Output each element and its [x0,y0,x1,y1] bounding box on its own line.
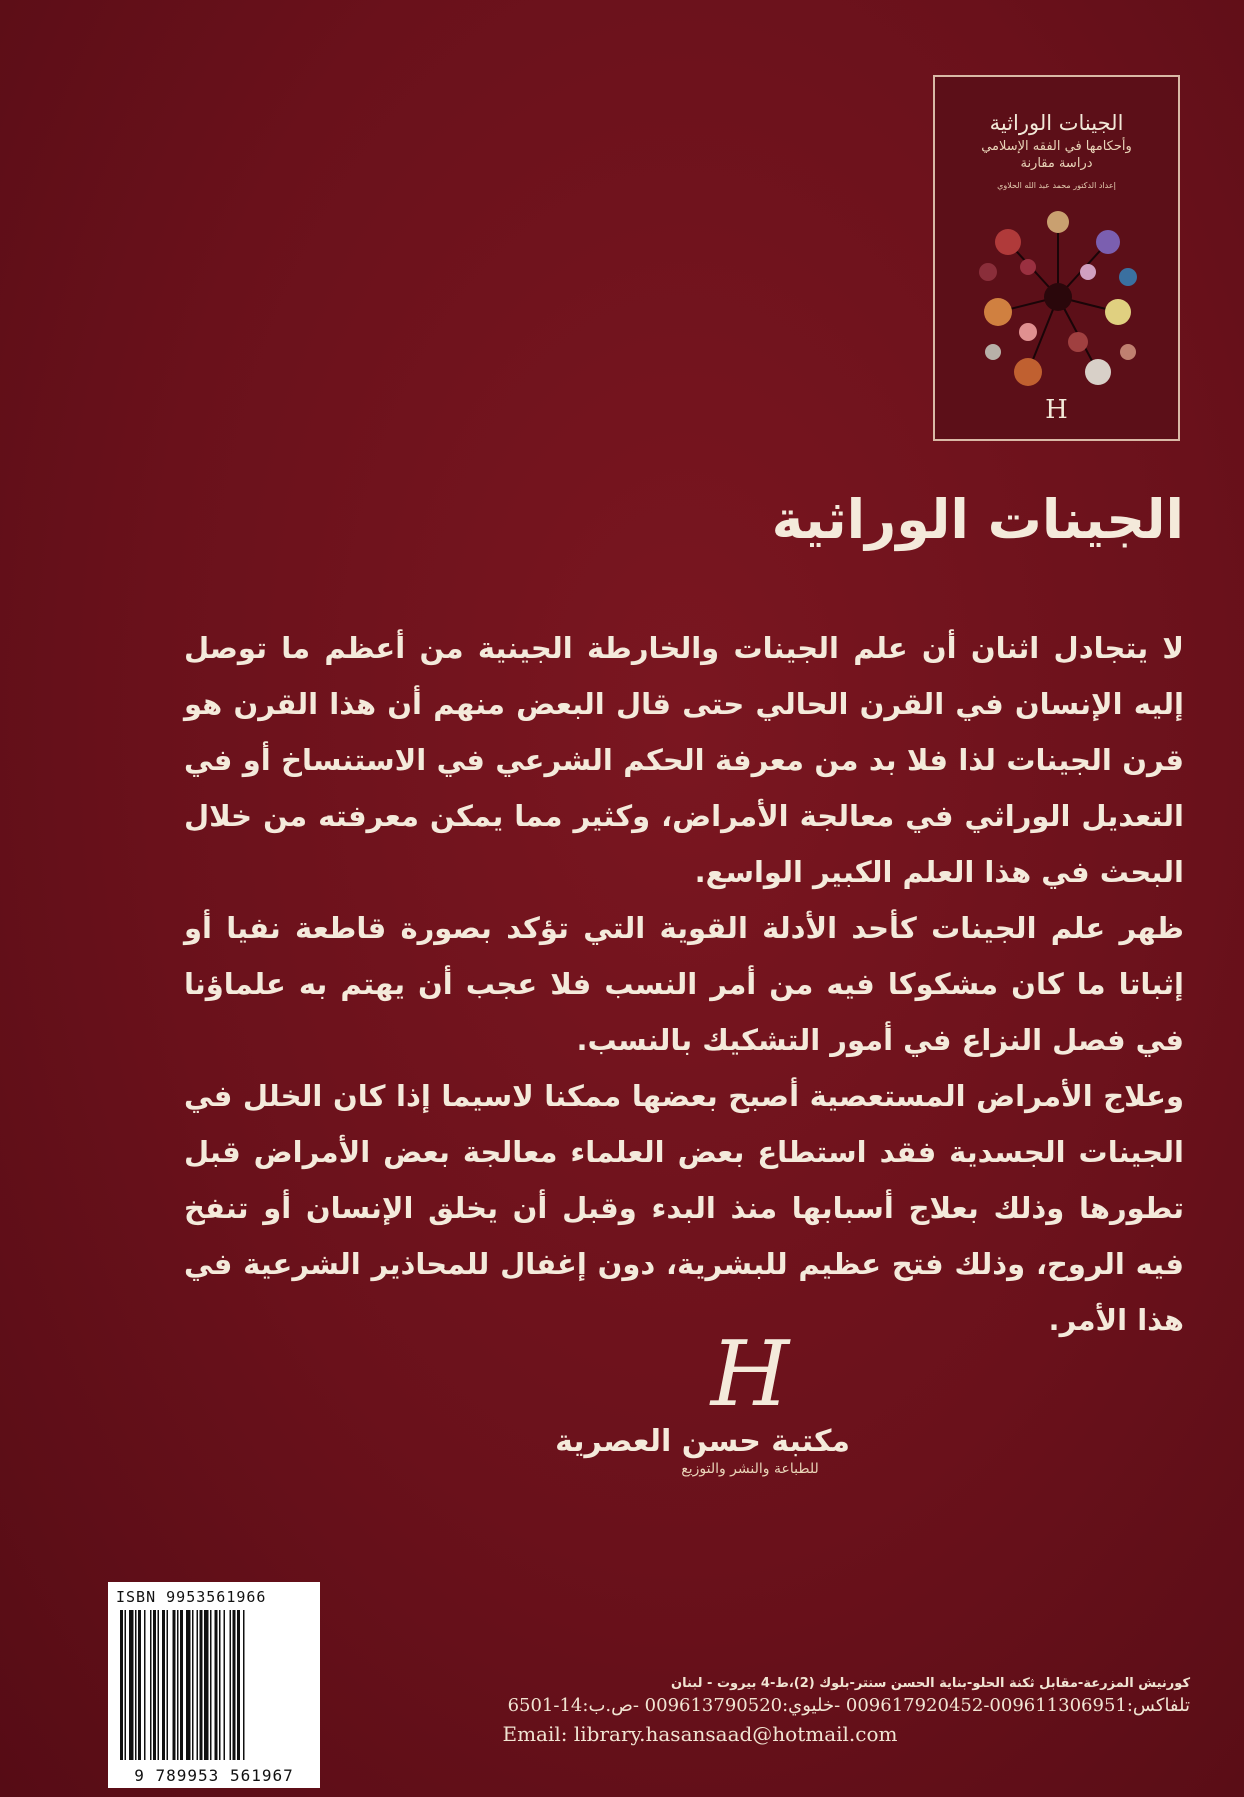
publisher-logo [555,1322,850,1510]
thumbnail-publisher-logo: H [1045,395,1068,425]
thumbnail-author: إعداد الدكتور محمد عبد الله الحلاوي [997,181,1116,190]
publisher-logo-mark: H [710,1322,790,1427]
blurb-text [184,620,1184,1348]
publisher-address: كورنيش المزرعة-مقابل ثكنة الحلو-بناية الحسن سنتر-بلوك (2)،ط-4 بيروت - لبنان [671,1676,1190,1691]
thumbnail-subtitle-2: دراسة مقارنة [1020,156,1093,171]
publisher-contact [400,1676,1190,1746]
thumbnail-subtitle: وأحكامها في الفقه الإسلامي [981,139,1132,154]
dna-collage-image [968,202,1148,392]
cover-thumbnail [933,75,1180,441]
publisher-phones: تلفاكس:009611306951-009617920452 -خليوي:009613790520 -ص.ب:14-6501 [507,1695,1190,1716]
publisher-name: مكتبة حسن العصرية [555,1424,850,1459]
isbn-label: ISBN 9953561966 [116,1588,267,1606]
barcode-bars [116,1610,312,1760]
main-title: الجينات الوراثية [771,488,1184,551]
publisher-email: Email: library.hasansaad@hotmail.com [502,1722,898,1746]
publisher-tagline: للطباعة والنشر والتوزيع [681,1461,819,1477]
thumbnail-title: الجينات الوراثية [989,111,1124,135]
paragraph-3: وعلاج الأمراض المستعصية أصبح بعضها ممكنا لاسيما إذا كان الخلل في الجينات الجسدية فقد استطاع بعض العلماء معالجة بعض الأمراض قبل تطورها وذلك بعلاج أسبابها منذ البدء وقبل أن يخلق الإنسان أو تنفخ فيه الروح، وذلك فتح عظيم للبشرية، دون إغفال للمحاذير الشرعية في هذا الأمر. [184,1079,1184,1337]
paragraph-1: لا يتجادل اثنان أن علم الجينات والخارطة الجينية من أعظم ما توصل إليه الإنسان في القرن الحالي حتى قال البعض منهم أن هذا القرن هو قرن الجينات لذا فلا بد من معرفة الحكم الشرعي في الاستنساخ أو في التعديل الوراثي في معالجة الأمراض، وكثير مما يمكن معرفته من خلال البحث في هذا العلم الكبير الواسع. [184,631,1184,889]
isbn-barcode [108,1582,320,1788]
paragraph-2: ظهر علم الجينات كأحد الأدلة القوية التي تؤكد بصورة قاطعة نفيا أو إثباتا ما كان مشكوكا فيه من أمر النسب فلا عجب أن يهتم به علماؤنا في فصل النزاع في أمور التشكيك بالنسب. [184,911,1184,1057]
barcode-number: 9 789953 561967 [134,1766,294,1785]
